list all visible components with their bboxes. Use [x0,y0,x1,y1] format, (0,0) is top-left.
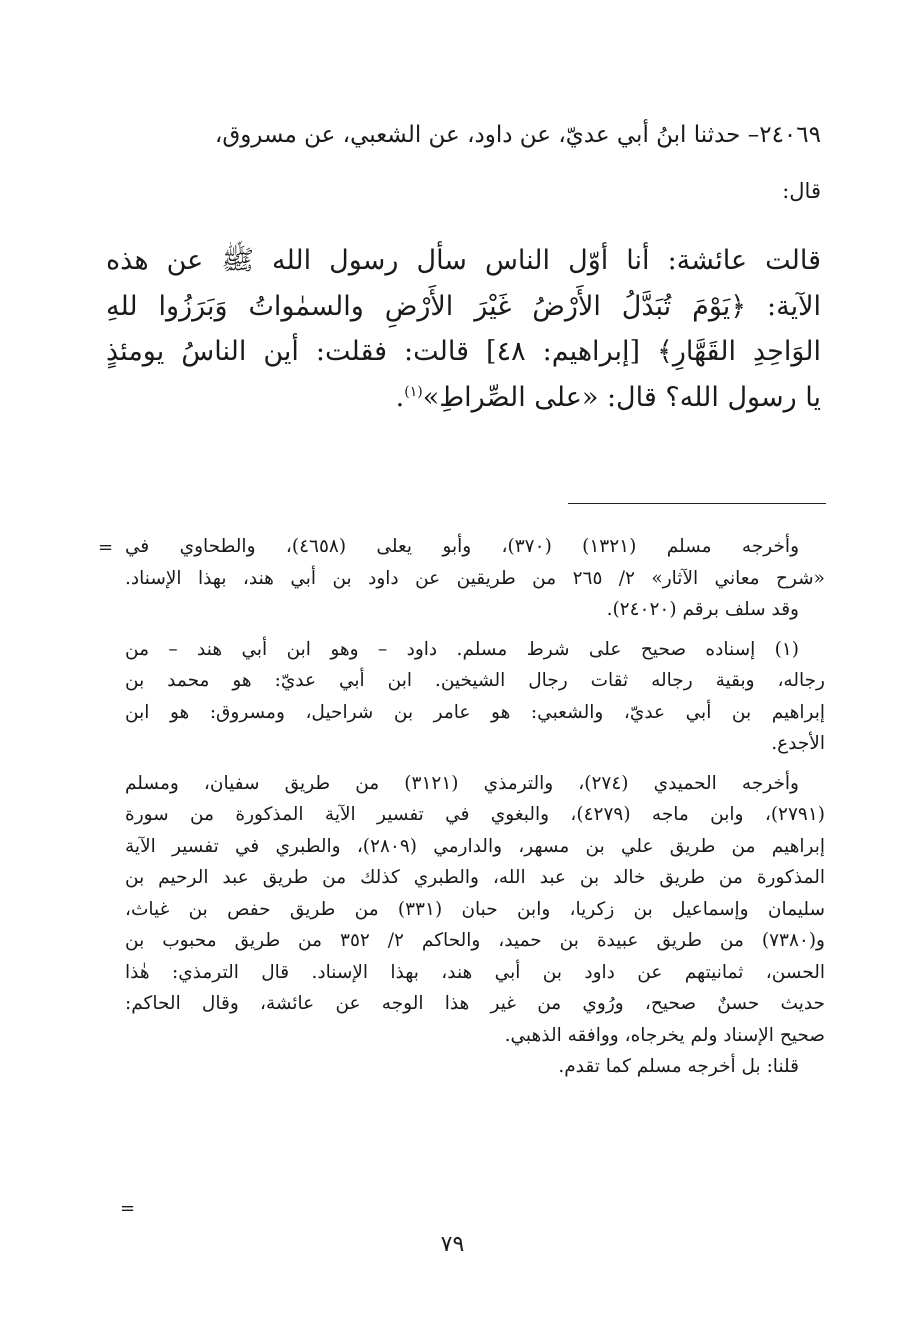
hadith-chain-line: ٢٤٠٦٩– حدثنا ابنُ أبي عديّ، عن داود، عن الشعبي، عن مسروق، [214,122,821,148]
hadith-text-line-last [106,375,821,421]
page-number: ٧٩ [440,1232,465,1257]
footnote-line: (٢٧٩١)، وابن ماجه (٤٢٧٩)، والبغوي في تفسير الآية المذكورة من سورة [125,804,826,825]
hadith-text-line: الآية: ﴿يَوْمَ تُبَدَّلُ الأَرْضُ غَيْرَ الأَرْضِ والسمٰواتُ وَبَرَزُوا للهِ [106,290,821,322]
end-mark: . [395,381,405,413]
footnote-line: رجاله، وبقية رجاله ثقات رجال الشيخين. ابن أبي عديّ: هو محمد بن [125,670,825,691]
footnote-line: صحيح الإسناد ولم يخرجاه، ووافقه الذهبي. [504,1024,825,1046]
footnote-separator [568,503,826,504]
footnote-line: وأخرجه الحميدي (٢٧٤)، والترمذي (٣١٢١) من طريق سفيان، ومسلم [125,772,799,794]
footnote-line: إبراهيم من طريق علي بن مسهر، والدارمي (٢٨٠٩)، والطبري في تفسير الآية [125,835,825,857]
hadith-text-line: الوَاحِدِ القَهَّارِ﴾ [إبراهيم: ٤٨] قالت: فقلت: أين الناسُ يومئذٍ [106,336,821,367]
spacer [125,760,825,768]
footnote-line: الحسن، ثمانيتهم عن داود بن أبي هند، بهذا الإسناد. قال الترمذي: هٰذا [125,961,825,983]
footnote-line: المذكورة من طريق خالد بن عبد الله، والطبري كذلك من طريق عبد الرحيم بن [125,867,825,888]
next-page-mark: = [120,1198,136,1219]
footnote-line: وأخرجه مسلم (١٣٢١) (٣٧٠)، وأبو يعلى (٤٦٥٨)، والطحاوي في [125,536,800,557]
footnote-line: الأجدع. [771,733,825,754]
footnote-reference: (١) [404,383,423,400]
hadith-text [106,238,821,420]
footnote-line: «شرح معاني الآثار» ٢/ ٢٦٥ من طريقين عن داود بن أبي هند، بهذا الإسناد. [125,567,825,589]
footnote-line: حديث حسنٌ صحيح، ورُوي من غير هذا الوجه عن عائشة، وقال الحاكم: [125,993,825,1014]
footnote-line: وقد سلف برقم (٢٤٠٢٠). [606,599,799,620]
hadith-text-line: يا رسول الله؟ قال: «على الصِّراطِ» [422,381,821,413]
spacer [125,626,825,634]
footnote-line: إبراهيم بن أبي عديّ، والشعبي: هو عامر بن شراحيل، ومسروق: هو ابن [125,701,825,723]
hadith-chain-continuation: قال: [782,179,821,203]
footnote-line: قلنا: بل أخرجه مسلم كما تقدم. [558,1056,799,1077]
continuation-mark: = [98,537,114,558]
hadith-text-line: قالت عائشة: أنا أوّل الناس سأل رسول الله ﷺ عن هذه [106,245,821,276]
footnote-line: (١) إسناده صحيح على شرط مسلم. داود – وهو ابن أبي هند – من [125,638,799,660]
footnotes-section [125,531,825,1083]
footnote-line: و(٧٣٨٠) من طريق عبيدة بن حميد، والحاكم ٢/ ٣٥٢ من طريق محبوب بن [125,930,825,951]
footnote-line: سليمان وإسماعيل بن زكريا، وابن حبان (٣٣١) من طريق حفص بن غياث، [125,898,826,920]
